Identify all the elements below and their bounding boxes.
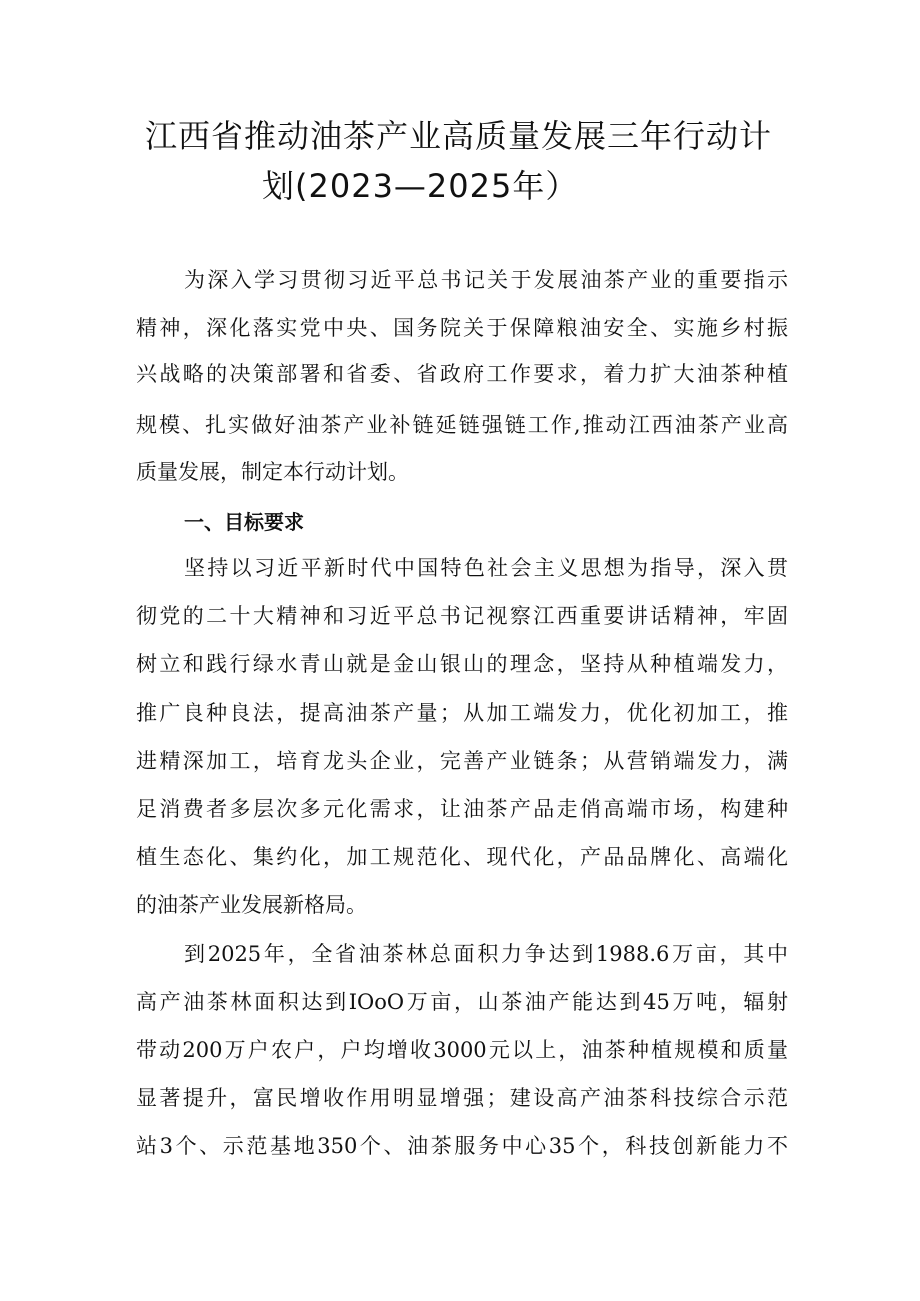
- paragraph-line: 到2025年，全省油茶林总面积力争达到1988.6万亩，其中: [184, 942, 788, 966]
- intro-line-3: 兴战略的决策部署和省委、省政府工作要求，着力扩大油茶种植: [136, 362, 788, 386]
- paragraph-line: 高产油茶林面积达到IOoO万亩，山茶油产能达到45万吨，辐射: [136, 990, 788, 1014]
- document-title-line-1: 江西省推动油茶产业高质量发展三年行动计: [145, 117, 773, 155]
- section-heading: 一、目标要求: [184, 510, 304, 534]
- paragraph-line: 显著提升，富民增收作用明显增强；建设高产油茶科技综合示范: [136, 1086, 788, 1110]
- paragraph-line: 进精深加工，培育龙头企业，完善产业链条；从营销端发力，满: [136, 749, 788, 773]
- paragraph-line: 带动200万户农户，户均增收3000元以上，油茶种植规模和质量: [136, 1038, 788, 1062]
- intro-line-2: 精神，深化落实党中央、国务院关于保障粮油安全、实施乡村振: [136, 316, 788, 340]
- paragraph-line: 站3个、示范基地350个、油茶服务中心35个，科技创新能力不: [136, 1134, 788, 1158]
- intro-line-1: 为深入学习贯彻习近平总书记关于发展油茶产业的重要指示: [184, 268, 788, 292]
- paragraph-line: 树立和践行绿水青山就是金山银山的理念，坚持从种植端发力，: [136, 652, 788, 676]
- paragraph-line: 彻党的二十大精神和习近平总书记视察江西重要讲话精神，牢固: [136, 604, 788, 628]
- intro-line-4: 规模、扎实做好油茶产业补链延链强链工作,推动江西油茶产业高: [136, 413, 788, 437]
- paragraph-line: 坚持以习近平新时代中国特色社会主义思想为指导，深入贯: [184, 556, 788, 580]
- paragraph-line: 的油茶产业发展新格局。: [136, 893, 367, 917]
- paragraph-line: 植生态化、集约化，加工规范化、现代化，产品品牌化、高端化: [136, 845, 788, 869]
- intro-line-5: 质量发展，制定本行动计划。: [136, 460, 409, 484]
- document-title-line-2: 划(2023—2025年）: [262, 167, 579, 205]
- paragraph-line: 推广良种良法，提高油茶产量；从加工端发力，优化初加工，推: [136, 701, 788, 725]
- paragraph-line: 足消费者多层次多元化需求，让油茶产品走俏高端市场，构建种: [136, 797, 788, 821]
